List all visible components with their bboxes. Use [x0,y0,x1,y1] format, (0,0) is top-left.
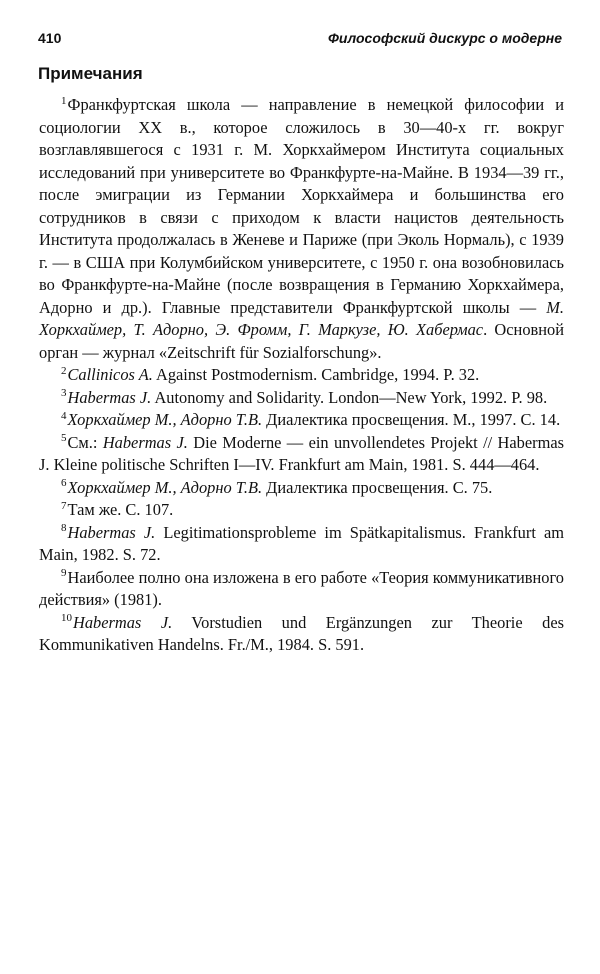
note-number: 10 [61,612,72,625]
note-number: 9 [61,567,67,580]
note-author: М. Хоркхаймер, Т. Адорно, Э. Фромм, Г. Маркузе, Ю. Хабермас [39,297,564,339]
notes-list [39,94,564,657]
note-item [39,364,564,387]
note-author: Habermas J. [73,612,173,632]
note-number: 3 [61,387,67,400]
page-number: 410 [38,30,62,46]
note-number: 2 [61,364,67,377]
note-author: Habermas J. [67,522,156,542]
section-title: Примечания [38,64,143,83]
note-text: Наиболее полно она изложена в его работе «Теория коммуникативного действия» (1981). [39,567,564,609]
note-item [39,409,564,432]
note-number: 8 [61,522,67,535]
note-number: 1 [61,94,67,107]
note-item [39,522,564,567]
note-text: Vorstudien und Ergänzungen zur Theorie des Kommunikativen Handelns. Fr./M., 1984. S. 591. [39,612,565,654]
running-title: Философский дискурс о модерне [327,30,562,46]
page-header [38,30,562,52]
note-text: Диалектика просвещения. М., 1997. С. 14. [262,410,561,429]
note-text: Autonomy and Solidarity. London—New York, 1992. P. 98. [151,387,548,407]
note-item [39,432,564,477]
note-author: Habermas J. [67,387,152,407]
note-item [39,567,564,612]
note-item [39,477,564,500]
note-number: 5 [61,432,67,445]
note-text: Legitimationsprobleme im Spätkapitalismus. Frankfurt am Main, 1982. S. 72. [39,522,564,564]
note-item [39,612,564,657]
note-text: Там же. С. 107. [67,500,174,519]
note-text: Франкфуртская школа — направление в немецкой философии и социологии XX в., которое сложилось в 30—40-х гг. вокруг возглавлявшегося с 1931 г. М. Хоркхаймером Института социальных исследований при университете во Франкфурте-на-Майне. В 1934—39 гг., после эмиграции из Германии Хоркхаймера и большинства его сотрудников в связи с приходом к власти нацистов деятельность Института продолжалась в Женеве и Париже (при Эколь Нормаль), с 1939 г. — в США при Колумбийском университете, с 1950 г. она возобновилась во Франкфурте-на-Майне (после возвращения в Германию Хоркхаймера, Адорно и др.). Главные представители Франкфуртской школы — [39,95,564,317]
note-item [39,94,564,364]
note-number: 7 [61,499,67,512]
note-item [39,387,564,410]
note-text: Die Moderne — ein unvollendetes Projekt // Habermas J. Kleine politische Schriften I—IV. Frankfurt am Main, 1981. S. 444—464. [39,432,565,474]
note-item [39,499,564,522]
note-text: Against Postmodernism. Cambridge, 1994. P. 32. [152,365,480,384]
note-text: . Основной орган — журнал «Zeitschrift für Sozialforschung». [39,320,564,362]
note-author: Callinicos A. [67,365,153,384]
note-text: Диалектика просвещения. С. 75. [262,477,493,497]
note-text: См.: [67,432,103,452]
note-number: 4 [61,409,67,422]
note-author: Хоркхаймер М., Адорно Т.В. [67,477,263,497]
note-number: 6 [61,477,67,490]
note-author: Habermas J. [102,432,188,452]
note-author: Хоркхаймер М., Адорно Т.В. [67,410,263,429]
